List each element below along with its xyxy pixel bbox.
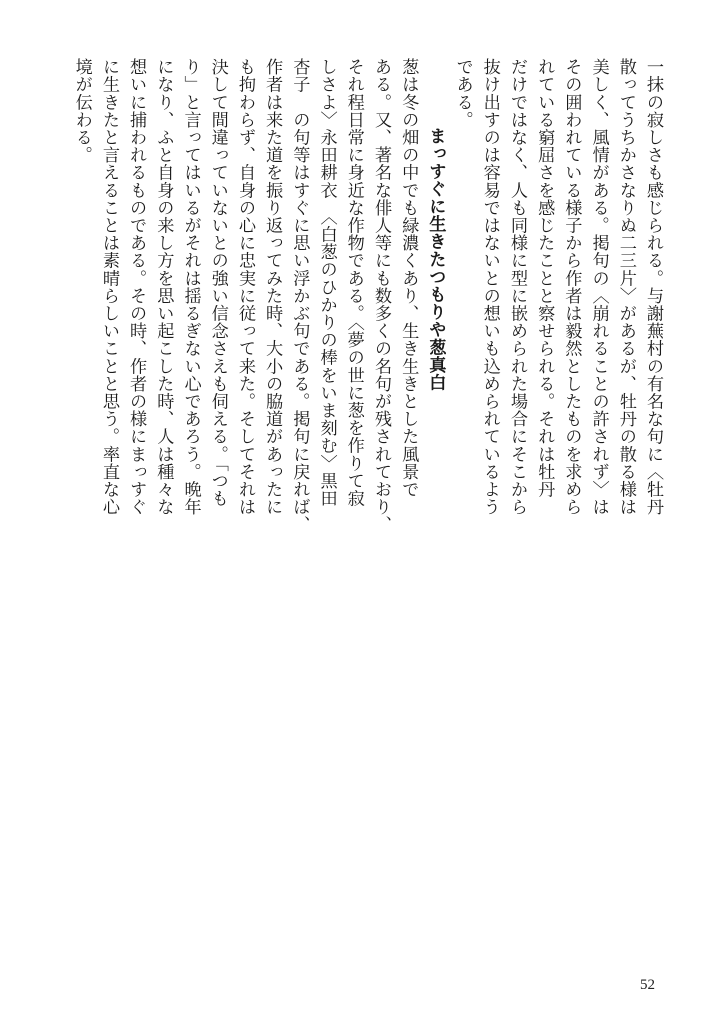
- text-line: 想いに捕われるものである。その時、作者の様にまっすぐ: [126, 58, 147, 516]
- text-line: だけではなく、人も同様に型に嵌められた場合にそこから: [506, 58, 527, 516]
- text-line: 抜け出すのは容易ではないとの想いも込められているよう: [479, 58, 500, 516]
- text-line: ある。又、著名な俳人等にも数多くの名句が残されており、: [370, 58, 391, 534]
- text-line: に生きたと言えることは素晴らしいことと思う。率直な心: [98, 58, 119, 516]
- text-line: その囲われている様子から作者は毅然としたものを求めら: [561, 58, 582, 516]
- text-line: 作者は来た道を振り返ってみた時、大小の脇道があったに: [262, 58, 283, 516]
- text-line: れている窮屈さを感じたことと察せられる。それは牡丹: [534, 58, 555, 498]
- page-number: 52: [640, 977, 655, 993]
- text-line: 散ってうちかさなりぬ二三片〉があるが、牡丹の散る様は: [615, 58, 636, 516]
- text-line: 美しく、風情がある。掲句の〈崩れることの許されず〉は: [588, 58, 609, 516]
- text-line: 決して間違っていないとの強い信念さえも伺える。「つも: [207, 58, 228, 507]
- haiku-heading: まっすぐに生きたつもりや葱真白: [425, 127, 446, 391]
- text-line: 杏子 の句等はすぐに思い浮かぶ句である。掲句に戻れば、: [289, 58, 310, 534]
- text-line: である。: [452, 58, 473, 129]
- text-line: 境が伝わる。: [71, 58, 92, 164]
- text-line: も拘わらず、自身の心に忠実に従って来た。そしてそれは: [234, 58, 255, 516]
- essay-body: [71, 58, 666, 534]
- text-line: 一抹の寂しさも感じられる。与謝蕪村の有名な句に〈牡丹: [643, 58, 663, 516]
- text-line: それ程日常に身近な作物である。〈夢の世に葱を作りて寂: [343, 58, 364, 507]
- text-line: しさよ〉永田耕衣 〈白葱のひかりの棒をいま刻む〉黒田: [316, 58, 337, 507]
- text-line: 葱は冬の畑の中でも緑濃くあり、生き生きとした風景で: [398, 58, 419, 498]
- text-line: り」と言ってはいるがそれは揺るぎない心であろう。晩年: [180, 58, 201, 516]
- text-line: になり、ふと自身の来し方を思い起こした時、人は種々な: [153, 58, 174, 516]
